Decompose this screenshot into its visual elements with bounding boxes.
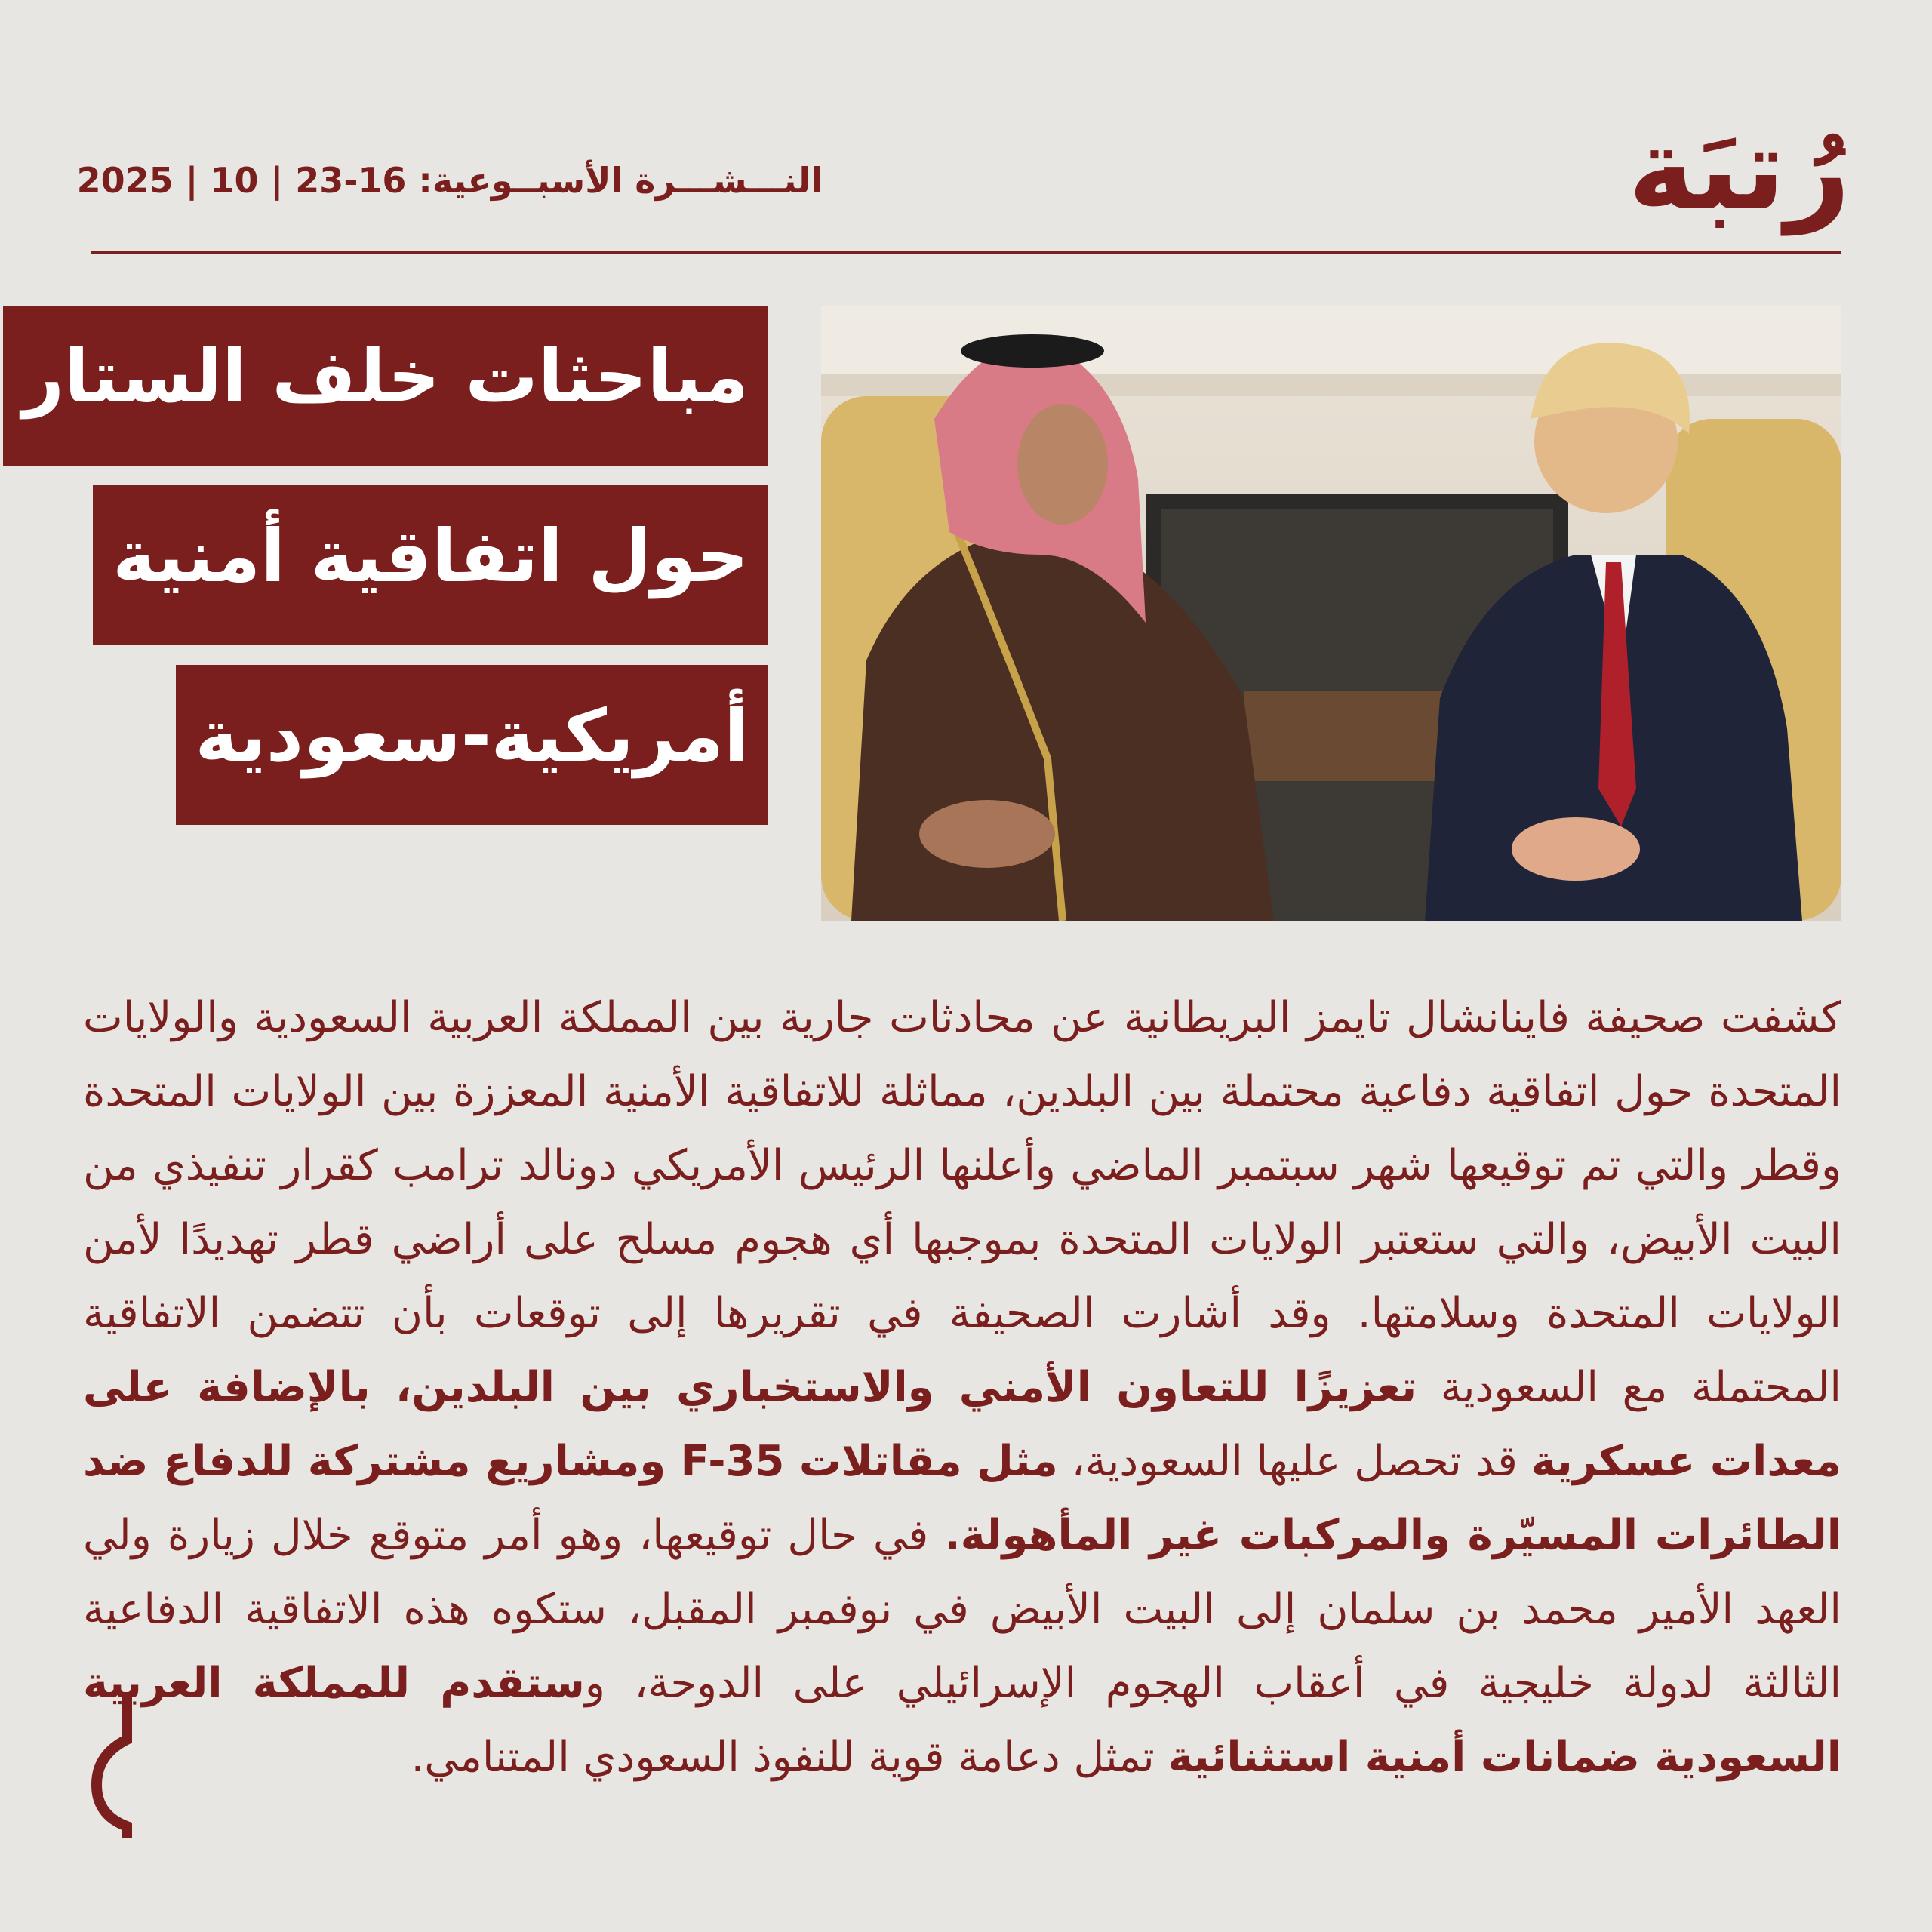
- header-divider: [91, 251, 1841, 254]
- brand-logo: رُتبَة: [1628, 104, 1850, 235]
- photo-of-two-leaders-seated-icon: [821, 306, 1841, 921]
- article-text-2: قد تحصل عليها السعودية،: [1057, 1437, 1531, 1486]
- headline-line-1: مباحثات خلف الستار: [3, 306, 768, 466]
- article-bold-1: تعزيزًا للتعاون الأمني والاستخباري بين البلدين، بالإضافة على معدات عسكرية: [83, 1363, 1841, 1486]
- brand-mark-icon: [89, 1694, 142, 1838]
- headline: [3, 306, 768, 825]
- article-text-4: تمثل دعامة قوية للنفوذ السعودي المتنامي.: [411, 1733, 1168, 1782]
- article-body: [83, 981, 1841, 1795]
- article-text-1: كشفت صحيفة فاينانشال تايمز البريطانية عن محادثات جارية بين المملكة العربية السعودية والولايات المتحدة حول اتفاقية دفاعية محتملة بين البلدين، مماثلة للاتفاقية الأمنية المعززة بين الولايات المتحدة وقطر والتي تم توقيعها شهر سبتمبر الماضي وأعلنها الرئيس الأمريكي دونالد ترامب كقرار تنفيذي من البيت الأبيض، والتي ستعتبر الولايات المتحدة بموجبها أي هجوم مسلح على أراضي قطر تهديدًا لأمن الولايات المتحدة وسلامتها. وقد أشارت الصحيفة في تقريرها إلى توقعات بأن تتضمن الاتفاقية المحتملة مع السعودية: [83, 993, 1841, 1412]
- article-bold-3: ستقدم للمملكة العربية السعودية ضمانات أمنية استثنائية: [83, 1659, 1841, 1782]
- article-text-3: في حال توقيعها، وهو أمر متوقع خلال زيارة ولي العهد الأمير محمد بن سلمان إلى البيت الأبيض في نوفمبر المقبل، ستكوه هذه الاتفاقية الدفاعية الثالثة لدولة خليجية في أعقاب الهجوم الإسرائيلي على الدوحة، و: [83, 1511, 1842, 1708]
- news-photo: [821, 306, 1841, 921]
- headline-line-3: أمريكية-سعودية: [176, 665, 769, 825]
- issue-date: النـــشـــرة الأسبــوعية: 16-23 | 10 | 2025: [76, 160, 823, 201]
- headline-line-2: حول اتفاقية أمنية: [93, 485, 768, 645]
- article-bold-2: مثل مقاتلات F-35 ومشاريع مشتركة للدفاع ضد الطائرات المسيّرة والمركبات غير المأهولة.: [83, 1437, 1841, 1560]
